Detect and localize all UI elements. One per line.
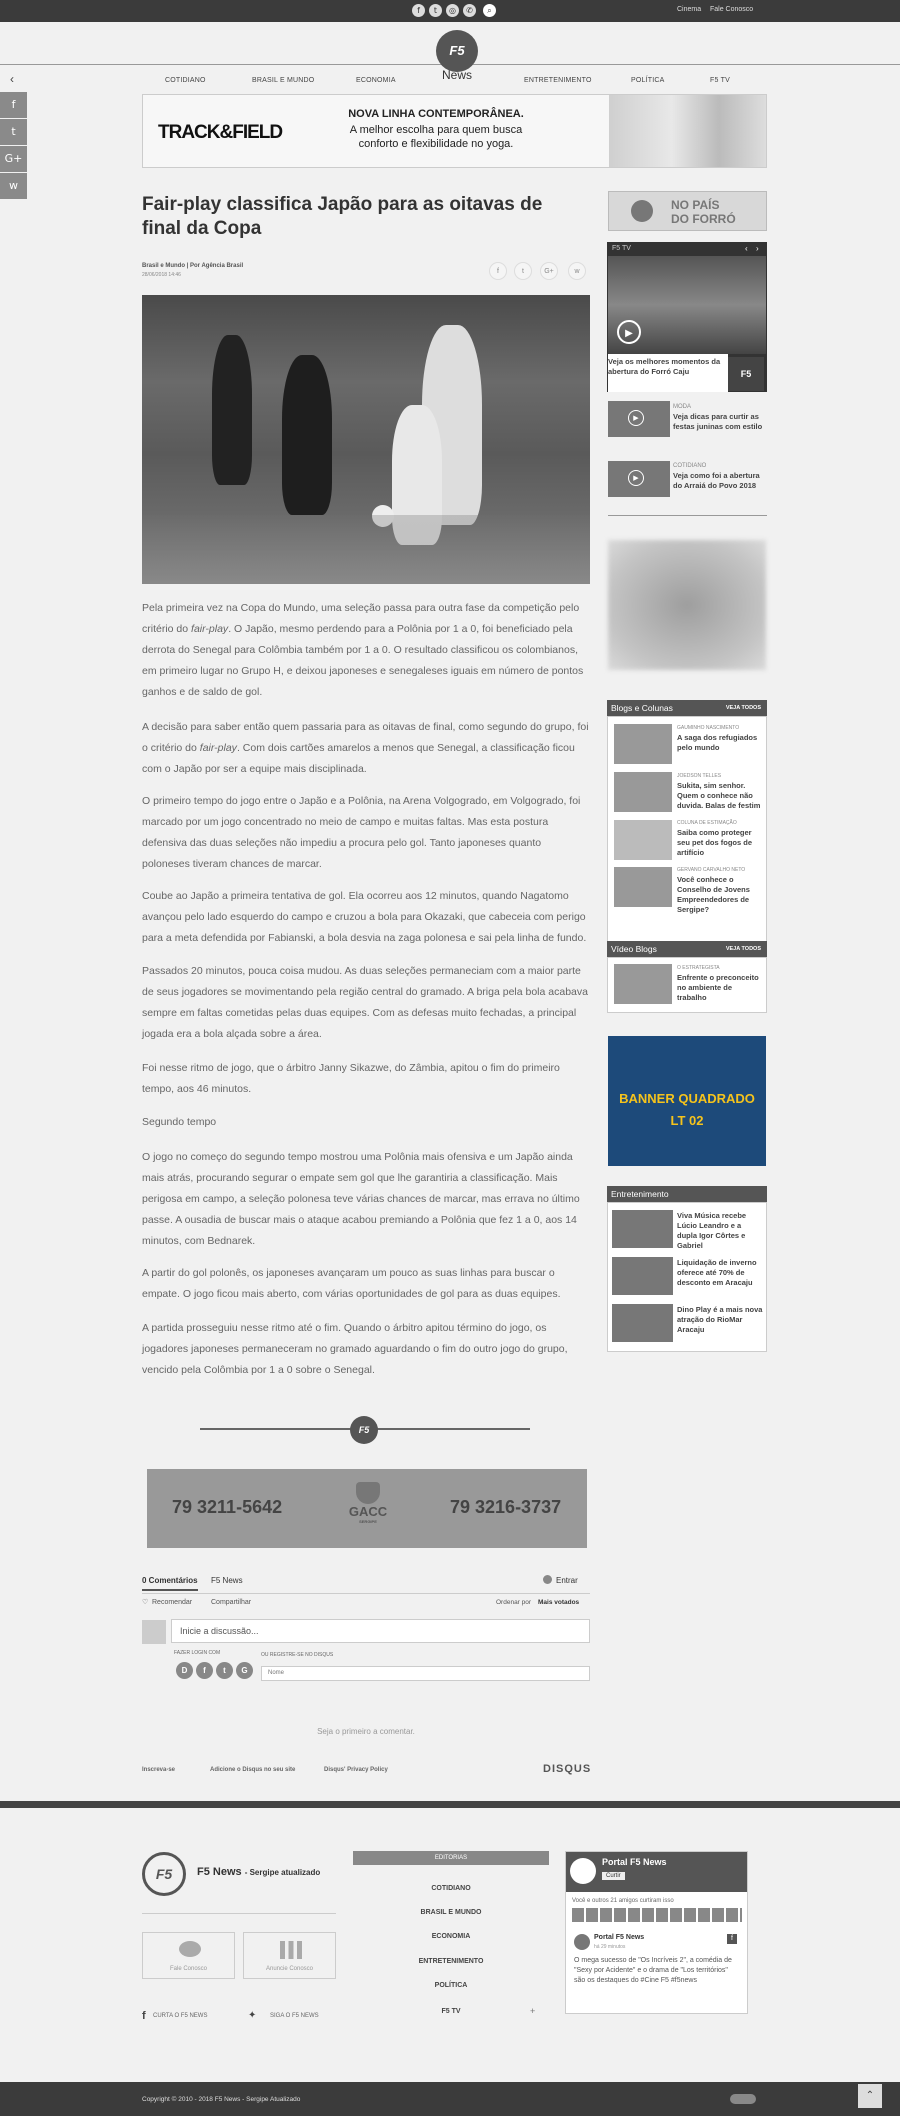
footer-editoria-economia[interactable]: ECONOMIA — [431, 1933, 471, 1940]
user-icon[interactable] — [543, 1575, 552, 1584]
video-title[interactable]: Veja como foi a abertura do Arraiá do Povo 2018 — [673, 471, 760, 490]
news-title[interactable]: Viva Música recebe Lúcio Leandro e a dupla Igor Côrtes e Gabriel — [677, 1211, 747, 1250]
square-ad-line-2: LT 02 — [670, 1113, 704, 1128]
privacy-link[interactable]: Disqus' Privacy Policy — [324, 1767, 388, 1773]
editorias-header: EDITORIAS — [353, 1851, 549, 1865]
blog-title[interactable]: A saga dos refugiados pelo mundo — [677, 733, 758, 752]
twitter-share-icon[interactable]: t — [0, 119, 27, 145]
entertainment-section-header — [607, 1186, 767, 1202]
subscribe-link[interactable]: Inscreva-se — [142, 1767, 176, 1773]
footer-editoria-f5tv[interactable]: F5 TV — [441, 2008, 461, 2015]
developer-logo[interactable] — [730, 2094, 756, 2104]
name-input[interactable]: Nome — [261, 1666, 590, 1681]
video-category: COTIDIANO — [673, 463, 707, 469]
news-thumbnail[interactable] — [612, 1210, 673, 1248]
disqus-logo[interactable]: DISQUS — [543, 1763, 592, 1775]
article-photo — [142, 295, 590, 584]
entertainment-heading: Entretenimento — [611, 1189, 669, 1199]
scroll-to-top-icon[interactable]: ⌃ — [858, 2084, 882, 2108]
video-category: MODA — [673, 404, 691, 410]
see-all-link[interactable]: VEJA TODOS — [725, 705, 761, 711]
site-tab[interactable]: F5 News — [211, 1576, 243, 1585]
add-disqus-link[interactable]: Adicione o Disqus no seu site — [210, 1767, 296, 1773]
article-paragraph: O primeiro tempo do jogo entre o Japão e a Polônia, na Arena Volgogrado, em Volgogrado, foi marcado por um jogo concentrado no meio de campo e muitas faltas. Mas esta postura defensiva das duas seleções não impediu a procura pelo gol. Tanto japoneses quanto poloneses tiveram chances de marcar. — [142, 795, 581, 870]
register-label: OU REGISTRE-SE NO DISQUS — [261, 1652, 334, 1658]
article-paragraph: O jogo no começo do segundo tempo mostrou uma Polônia mais ofensiva e um Japão ainda mais atrás, procurando segurar o empate sem gol que lhe garantiria a classificação. Mais perigosa em campo, a seleção polonesa teve várias chances de marcar, mas errava no último passe. A ousadia de buscar mais o ataque acabou premiando a Polônia que fez 1 a 0, aos 14 minutos, com Bednarek. — [142, 1151, 580, 1247]
article-subheading: Segundo tempo — [142, 1116, 217, 1128]
footer-site-name — [197, 1866, 320, 1878]
no-comments-message: Seja o primeiro a comentar. — [317, 1727, 415, 1736]
disqus-login-icon[interactable]: D — [176, 1662, 193, 1679]
gacc-logo-text: GACC — [348, 1504, 388, 1519]
comment-input[interactable]: Inicie a discussão... — [171, 1619, 590, 1643]
play-icon[interactable]: ▶ — [617, 320, 641, 344]
blog-title[interactable]: Enfrente o preconceito no ambiente de trabalho — [677, 973, 759, 1002]
footer-editoria-entretenimento[interactable]: ENTRETENIMENTO — [418, 1958, 484, 1965]
twitter-icon[interactable]: ✦ — [248, 2010, 257, 2021]
fb-post-text: O mega sucesso de "Os Incríveis 2", a comédia de "Sexy por Acidente" e o drama de "Los territórios" são os destaques do #Cine F5 #f5news — [574, 1957, 732, 1984]
login-button[interactable]: Entrar — [556, 1576, 578, 1585]
video-blogs-section-header — [607, 941, 767, 957]
news-title[interactable]: Dino Play é a mais nova atração do RioMar Aracaju — [677, 1305, 763, 1334]
play-icon[interactable]: ▶ — [628, 410, 644, 426]
site-logo[interactable]: F5 — [436, 30, 478, 72]
chat-icon — [179, 1941, 201, 1957]
square-ad-line-1: BANNER QUADRADO — [619, 1091, 755, 1106]
twitter-share-icon[interactable]: t — [514, 262, 532, 280]
f5tv-title[interactable]: Veja os melhores momentos da abertura do Forró Caju — [608, 357, 721, 376]
footer-tagline: - Sergipe atualizado — [244, 1868, 321, 1877]
avatar[interactable] — [614, 772, 672, 812]
facebook-page-widget — [565, 1851, 748, 2014]
whatsapp-share-icon[interactable]: w — [568, 262, 586, 280]
fb-post-name[interactable]: Portal F5 News — [594, 1934, 645, 1941]
login-with-label: FAZER LOGIN COM — [174, 1650, 221, 1656]
copyright-bar — [0, 2082, 900, 2116]
carousel-next-icon[interactable]: › — [756, 244, 759, 253]
fb-post-time: há 29 minutos — [594, 1944, 626, 1950]
twitter-icon[interactable]: t — [429, 4, 442, 17]
fb-page-avatar[interactable] — [570, 1858, 596, 1884]
ad-line-2: A melhor escolha para quem busca — [349, 124, 523, 136]
blog-author: GAUMINHO NASCIMENTO — [677, 725, 740, 731]
fb-page-name[interactable]: Portal F5 News — [602, 1857, 667, 1867]
play-icon[interactable]: ▶ — [628, 470, 644, 486]
fb-friends-text: Você e outros 21 amigos curtiram isso — [572, 1898, 674, 1904]
bar-chart-icon — [280, 1941, 302, 1959]
carousel-prev-icon[interactable]: ‹ — [745, 244, 748, 253]
gacc-phone-1: 79 3211-5642 — [172, 1497, 283, 1517]
fb-friends-avatars — [572, 1908, 742, 1922]
blog-author: O ESTRATEGISTA — [677, 965, 720, 971]
forro-ad-line-2: DO FORRÓ — [671, 212, 736, 226]
twitter-login-icon[interactable]: t — [216, 1662, 233, 1679]
f5tv-logo: F5 — [728, 357, 764, 391]
article-paragraph: A decisão para saber então quem passaria para as oitavas de final, como segundo do grupo, foi o critério do fair-play. Com dois cartões amarelos a menos que Senegal, a classificação ficou com o Japão por ser a equipe mais disciplinada. — [142, 721, 589, 775]
follow-facebook-link[interactable]: CURTA O F5 NEWS — [153, 2013, 208, 2019]
divider — [608, 515, 767, 516]
fb-like-button[interactable]: Curtir — [602, 1872, 625, 1880]
blog-author: COLUNA DE ESTIMAÇÃO — [677, 820, 737, 826]
heart-icon[interactable]: ♡ — [142, 1599, 149, 1606]
blog-author: GERVANO CARVALHO NETO — [677, 867, 746, 873]
gacc-phone-2: 79 3216-3737 — [450, 1497, 562, 1517]
divider — [142, 1913, 336, 1914]
blog-title[interactable]: Sukita, sim senhor. Quem o conhece não duvida. Balas de festim — [677, 781, 761, 810]
advertise-button[interactable] — [243, 1932, 336, 1979]
separator-logo: F5 — [350, 1416, 378, 1444]
video-blogs-heading: Vídeo Blogs — [611, 944, 657, 954]
news-thumbnail[interactable] — [612, 1304, 673, 1342]
article-paragraph: Coube ao Japão a primeira tentativa de gol. Ela ocorreu aos 12 minutos, quando Nagatomo avançou pelo lado esquerdo do campo e cruzou a bola para Okazaki, que cabeceia com perigo para a meta defendida por Fabianski, a bola desvia na zaga polonesa e sai pela linha de fundo. — [142, 890, 587, 944]
facebook-share-icon[interactable]: f — [489, 262, 507, 280]
ad-line-3: conforto e flexibilidade no yoga. — [358, 138, 514, 150]
advertise-label: Anuncie Conosco — [265, 1966, 314, 1972]
blogs-heading: Blogs e Colunas — [611, 703, 673, 713]
footer-name: F5 News — [197, 1866, 242, 1878]
search-icon[interactable]: ⌕ — [483, 4, 496, 17]
article-date: 28/06/2018 14:46 — [142, 272, 181, 278]
article-paragraph: Pela primeira vez na Copa do Mundo, uma seleção passa para outra fase da competição pelo critério do fair-play. O Japão, mesmo perdendo para a Polônia por 1 a 0, foi beneficiado pela derrota do Senegal para Colômbia também por 1 a 0. O resultado classificou os colombianos, em primeiro lugar no Grupo H, e deixou japoneses e senegaleses iguais em número de pontos ganhos e de saldo de gol. — [142, 602, 584, 698]
google-plus-share-icon[interactable]: G+ — [0, 146, 27, 172]
avatar[interactable] — [614, 820, 672, 860]
article-title: Fair-play classifica Japão para as oitavas de final da Copa — [142, 194, 543, 239]
follow-twitter-link[interactable]: SIGA O F5 NEWS — [270, 2013, 319, 2019]
site-logo-text[interactable]: News — [441, 68, 472, 82]
facebook-icon[interactable]: f — [142, 2010, 146, 2022]
article-paragraph: Foi nesse ritmo de jogo, que o árbitro Janny Sikazwe, do Zâmbia, apitou o fim do primeiro tempo, aos 46 minutos. — [142, 1062, 560, 1095]
nav-item-entretenimento[interactable]: ENTRETENIMENTO — [524, 77, 592, 84]
forro-ad-line-1: NO PAÍS — [671, 198, 720, 212]
nav-item-brasil-mundo[interactable]: BRASIL E MUNDO — [252, 77, 315, 84]
facebook-share-icon[interactable]: f — [0, 92, 27, 118]
instagram-icon[interactable]: ◎ — [446, 4, 459, 17]
copyright-text: Copyright © 2010 - 2018 F5 News - Sergipe Atualizado — [142, 2096, 301, 2103]
news-title[interactable]: Liquidação de inverno oferece até 70% de desconto em Aracaju — [677, 1258, 757, 1287]
footer-editoria-politica[interactable]: POLÍTICA — [434, 1982, 468, 1989]
ad-brand: TRACK&FIELD — [158, 122, 283, 143]
nav-item-cotidiano[interactable]: COTIDIANO — [165, 77, 206, 84]
contact-button[interactable] — [142, 1932, 235, 1979]
gacc-logo-sub: SERGIPE — [359, 1519, 377, 1524]
blurred-ad[interactable] — [608, 540, 766, 670]
avatar[interactable] — [614, 964, 672, 1004]
comments-count-tab[interactable]: 0 Comentários — [142, 1576, 198, 1591]
nav-item-politica[interactable]: POLÍTICA — [631, 77, 665, 84]
facebook-icon: f — [727, 1934, 737, 1944]
footer-editoria-brasil-mundo[interactable]: BRASIL E MUNDO — [420, 1909, 482, 1916]
share-button[interactable]: Compartilhar — [211, 1599, 252, 1606]
whatsapp-icon[interactable]: ✆ — [463, 4, 476, 17]
article-paragraph: A partir do gol polonês, os japoneses avançaram um pouco as suas linhas para buscar o empate. O jogo ficou mais aberto, com várias oportunidades de gol para as duas equipes. — [142, 1267, 561, 1300]
avatar — [142, 1620, 166, 1644]
gacc-shield-icon — [356, 1482, 380, 1504]
chevron-left-icon[interactable]: ‹ — [10, 72, 14, 86]
nav-item-economia[interactable]: ECONOMIA — [356, 77, 396, 84]
ad-headline: NOVA LINHA CONTEMPORÂNEA. — [348, 108, 524, 120]
fb-post-avatar — [574, 1934, 590, 1950]
no-pais-do-forro-ad[interactable] — [608, 191, 767, 231]
contact-label: Fale Conosco — [169, 1966, 208, 1972]
comments-tabs — [142, 1575, 590, 1594]
footer-top-bar — [0, 1801, 900, 1808]
recommend-button[interactable]: Recomendar — [152, 1599, 193, 1606]
facebook-login-icon[interactable]: f — [196, 1662, 213, 1679]
blog-title[interactable]: Saiba como proteger seu pet dos fogos de artifício — [677, 828, 753, 857]
sort-label: Ordenar por — [496, 1599, 532, 1606]
video-title[interactable]: Veja dicas para curtir as festas juninas com estilo — [673, 412, 763, 431]
plus-icon[interactable]: + — [530, 2006, 536, 2016]
gacc-logo — [345, 1482, 391, 1532]
sort-dropdown[interactable]: Mais votados — [538, 1599, 580, 1606]
blog-author: JOEDSON TELLES — [677, 773, 722, 779]
square-ad-text — [608, 1088, 766, 1132]
whatsapp-share-icon[interactable]: w — [0, 173, 27, 199]
article-paragraph: Passados 20 minutos, pouca coisa mudou. As duas seleções permaneciam com a maior parte de seus jogadores se movimentando pela região central do gramado. A briga pela bola acabava sempre em faltas cometidas pelas duas equipes. Com as defesas muito fechadas, a principal jogada era a bola alçada sobre a área. — [142, 965, 588, 1040]
article-paragraph: A partida prosseguiu nesse ritmo até o fim. Quando o árbitro apitou término do jogo, os jogadores japoneses permaneceram no gramado aguardando o fim do outro jogo do grupo, vencido pela Colômbia por 1 a 0 sobre o Senegal. — [142, 1322, 568, 1376]
news-thumbnail[interactable] — [612, 1257, 673, 1295]
google-plus-share-icon[interactable]: G+ — [540, 262, 558, 280]
footer-logo[interactable]: F5 — [142, 1852, 186, 1896]
f5tv-label: F5 TV — [612, 245, 631, 252]
blogs-section-header — [607, 700, 767, 716]
forro-ad-logo — [631, 200, 653, 222]
footer-editoria-cotidiano[interactable]: COTIDIANO — [431, 1885, 471, 1892]
facebook-icon[interactable]: f — [412, 4, 425, 17]
blog-title[interactable]: Você conhece o Conselho de Jovens Empreendedores de Sergipe? — [677, 875, 750, 914]
cinema-link[interactable]: Cinema — [677, 6, 702, 13]
avatar[interactable] — [614, 724, 672, 764]
google-login-icon[interactable]: G — [236, 1662, 253, 1679]
nav-item-f5tv[interactable]: F5 TV — [710, 77, 730, 84]
contact-link[interactable]: Fale Conosco — [710, 6, 754, 13]
ad-photo — [609, 95, 766, 167]
article-byline: Brasil e Mundo | Por Agência Brasil — [142, 263, 244, 269]
avatar[interactable] — [614, 867, 672, 907]
see-all-link[interactable]: VEJA TODOS — [725, 946, 761, 952]
